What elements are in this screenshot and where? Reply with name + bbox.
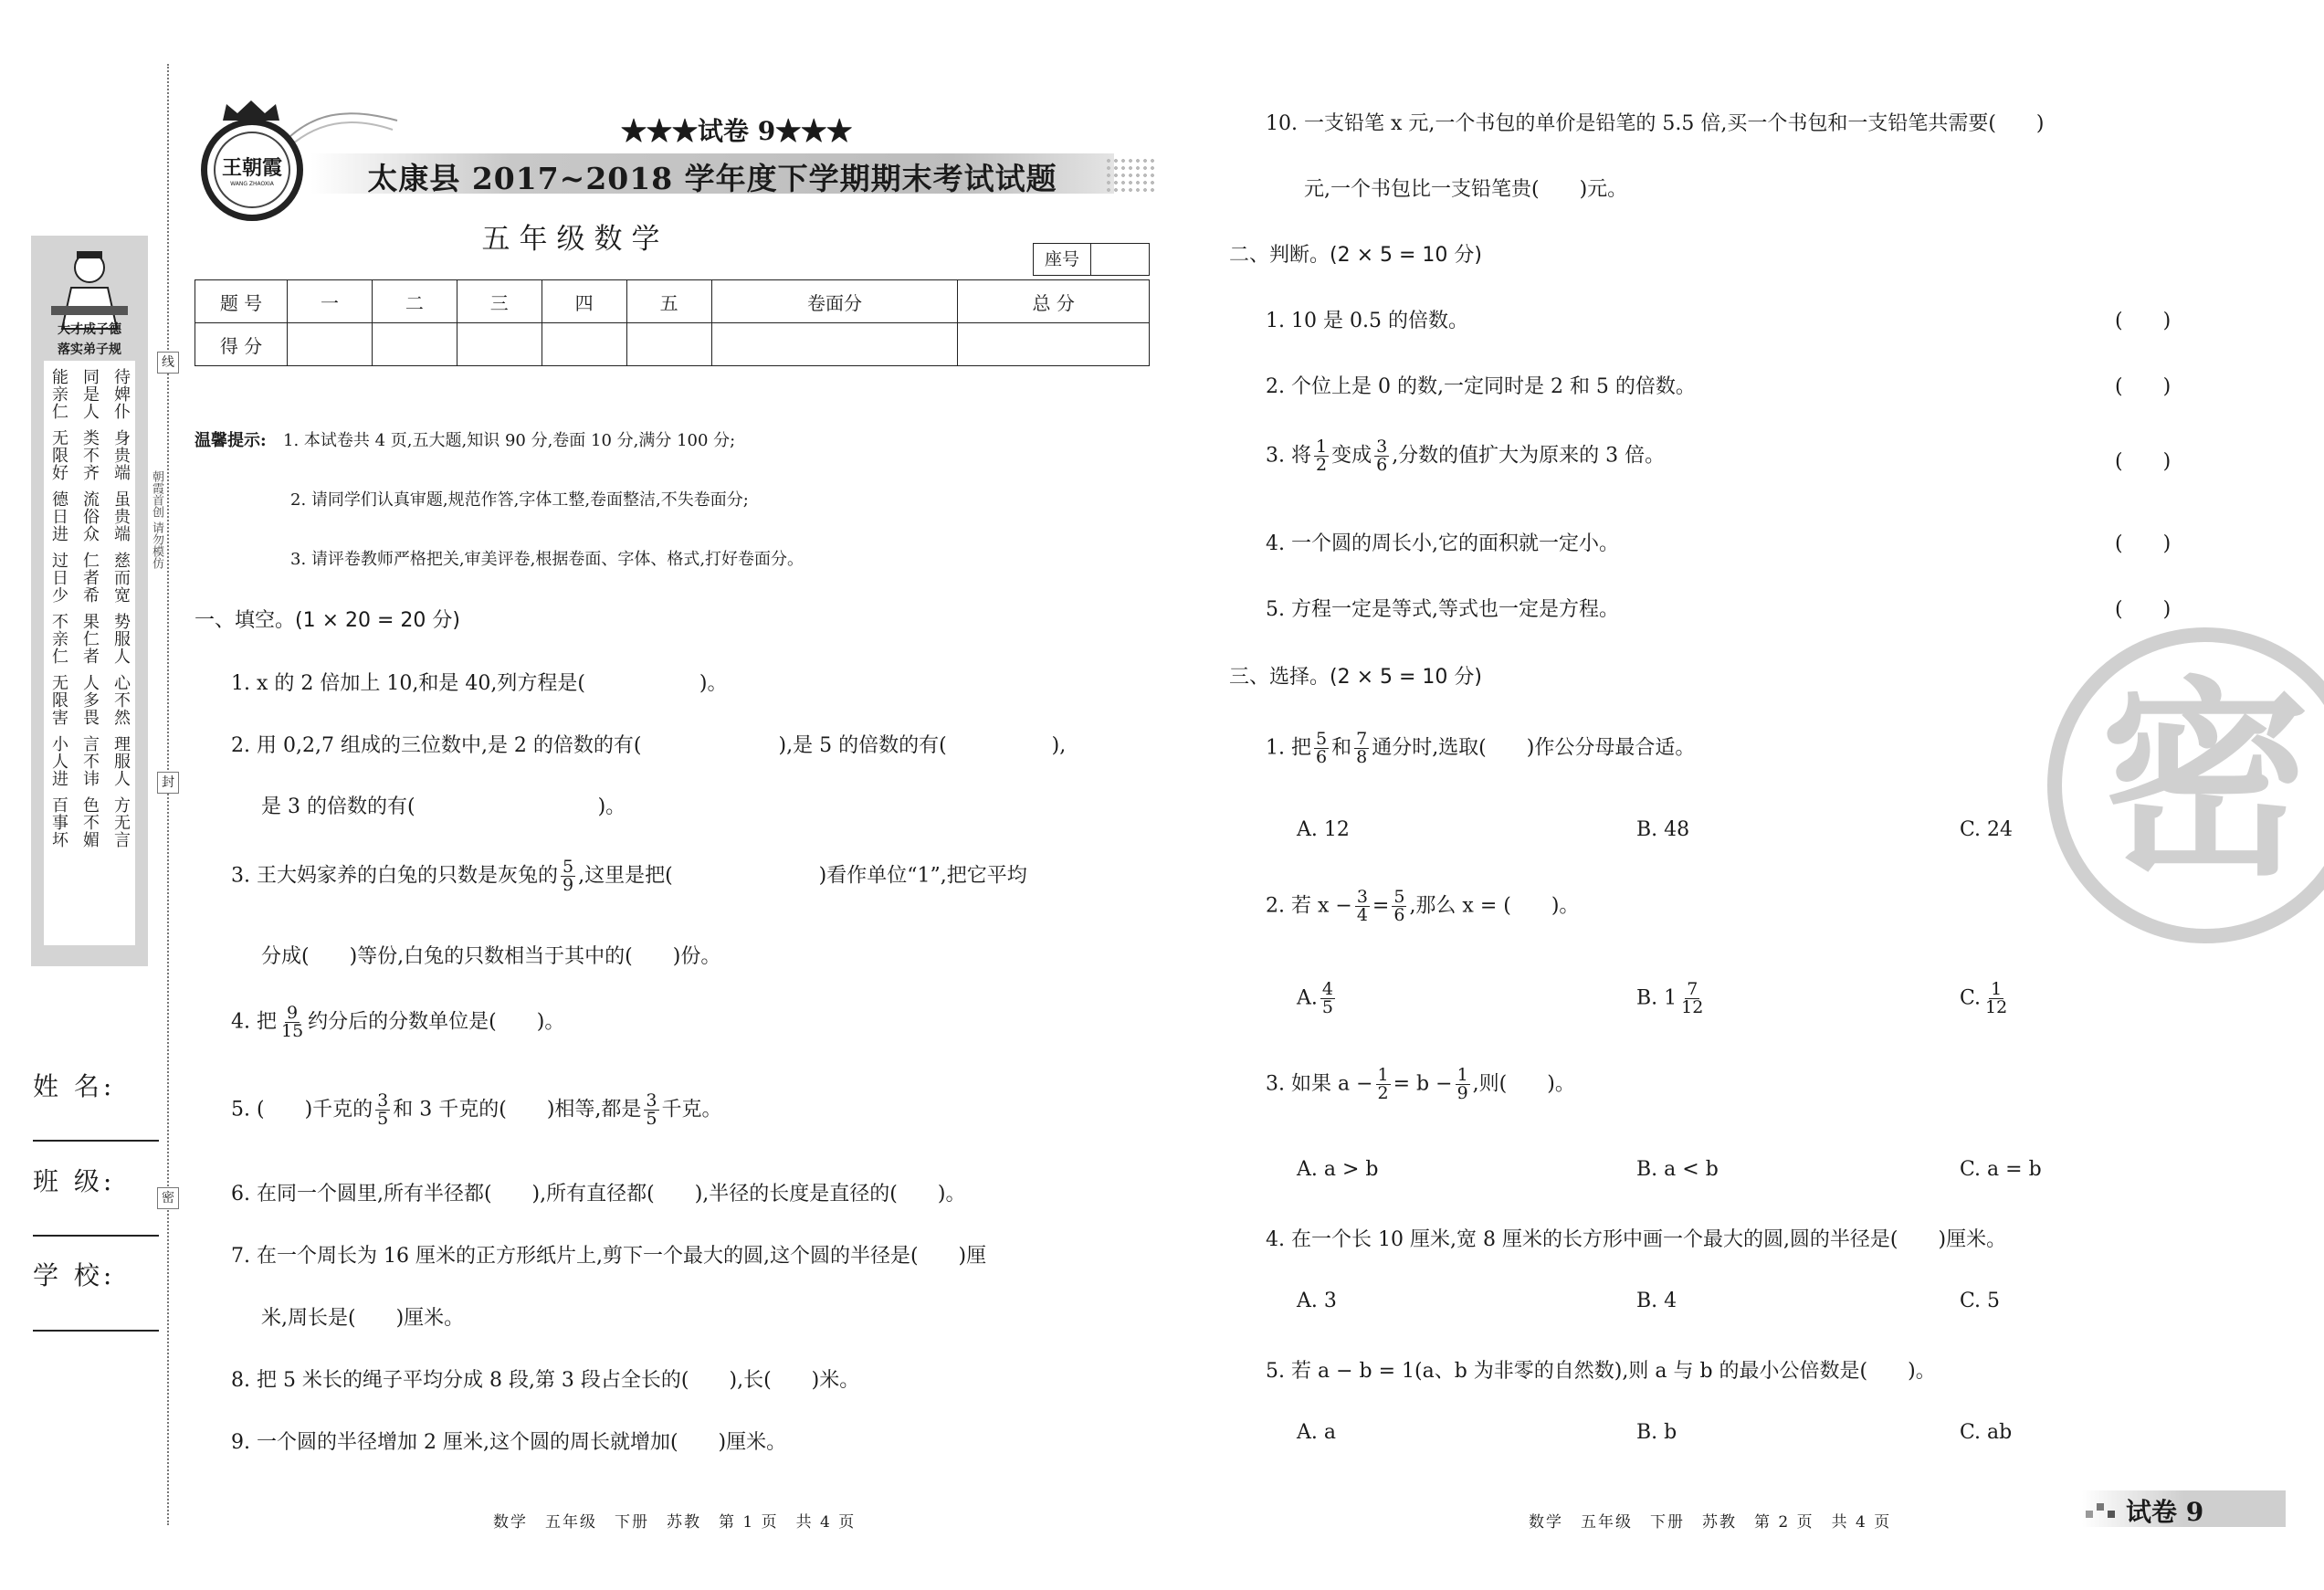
fraction-numerator: 5 (1393, 887, 1405, 907)
fraction-denominator: 4 (1356, 905, 1368, 925)
score-row-label: 得 分 (195, 323, 288, 366)
badge-dots-icon (2086, 1498, 2122, 1520)
section1-title: 一、填空。(1 × 20 = 20 分) (195, 609, 460, 632)
score-header-cell: 题 号 (195, 280, 288, 323)
choice-3-option-c[interactable]: C. a = b (1960, 1158, 2042, 1181)
poem-column: 慈而宽 (111, 552, 131, 604)
subject-title: 五年级数学 (481, 223, 669, 256)
school-field[interactable] (33, 1330, 159, 1332)
question-text: 是 3 的倍数的有( (261, 795, 415, 818)
fill-question-7-line2: 米,周长是( )厘米。 (261, 1307, 465, 1330)
judge-answer-3[interactable]: ( ) (2115, 450, 2172, 473)
poem-column: 能亲仁 (49, 368, 68, 420)
fraction-numerator: 1 (1315, 437, 1328, 457)
judge-question-2: 2. 个位上是 0 的数,一定同时是 2 和 5 的倍数。 (1266, 375, 1696, 398)
fraction-numerator: 1 (1377, 1065, 1389, 1085)
choice-question-3 (1266, 1067, 1575, 1102)
poem-column: 势服人 (111, 613, 131, 665)
fill-question-5 (231, 1092, 722, 1128)
question-text: 3. 王大妈家养的白兔的只数是灰兔的 (231, 864, 558, 888)
choice-4-option-b[interactable]: B. 4 (1636, 1290, 1677, 1312)
section2-title: 二、判断。(2 × 5 = 10 分) (1229, 244, 1482, 267)
fraction (1354, 731, 1369, 766)
fraction-numerator: 7 (1356, 729, 1368, 749)
score-cell[interactable] (958, 323, 1150, 366)
choice-4-option-a[interactable]: A. 3 (1297, 1290, 1337, 1312)
page-footer-right: 数学 五年级 下册 苏教 第 2 页 共 4 页 (1529, 1513, 1892, 1532)
confidential-stamp-icon (2014, 621, 2324, 950)
tip-line: 2. 请同学们认真审题,规范作答,字体工整,卷面整洁,不失卷面分; (290, 490, 749, 510)
question-text: )。 (699, 672, 728, 695)
sidebar-motto-line2: 落实弟子规 (58, 342, 121, 357)
choice-1-option-a[interactable]: A. 12 (1297, 818, 1350, 841)
fraction (1392, 889, 1406, 924)
fraction (1355, 889, 1370, 924)
judge-answer-2[interactable]: ( ) (2115, 375, 2172, 398)
question-text: 3. 将 (1266, 444, 1311, 468)
choice-5-option-b[interactable]: B. b (1636, 1421, 1677, 1444)
fraction-denominator: 2 (1315, 455, 1328, 475)
poem-row (44, 552, 135, 604)
score-header-cell: 一 (288, 280, 373, 323)
fraction-numerator: 3 (1356, 887, 1368, 907)
judge-question-5: 5. 方程一定是等式,等式也一定是方程。 (1266, 598, 1619, 621)
tip-line: 1. 本试卷共 4 页,五大题,知识 90 分,卷面 10 分,满分 100 分; (283, 431, 736, 450)
question-text: ,则( )。 (1472, 1072, 1575, 1096)
fraction-denominator: 9 (563, 875, 574, 895)
class-field[interactable] (33, 1235, 159, 1237)
page-footer-left: 数学 五年级 下册 苏教 第 1 页 共 4 页 (493, 1513, 857, 1532)
fraction-numerator: 7 (1687, 979, 1698, 999)
fraction (1679, 981, 1705, 1016)
fraction-denominator: 6 (1315, 747, 1328, 767)
score-header-cell: 总 分 (958, 280, 1150, 323)
fraction-denominator: 5 (377, 1109, 389, 1129)
fill-question-2 (231, 730, 1066, 758)
poem-row (44, 735, 135, 787)
fraction-numerator: 5 (563, 857, 574, 877)
poem-column: 无限好 (49, 429, 68, 481)
choice-2-option-c[interactable] (1960, 981, 2012, 1016)
poem-row (44, 674, 135, 726)
question-text: 3. 如果 a − (1266, 1072, 1373, 1096)
fill-question-3 (231, 858, 1027, 894)
fraction-numerator: 9 (287, 1003, 299, 1023)
judge-question-1: 1. 10 是 0.5 的倍数。 (1266, 310, 1468, 332)
score-cell[interactable] (372, 323, 457, 366)
question-text: 4. 把 (231, 1010, 277, 1034)
choice-question-4: 4. 在一个长 10 厘米,宽 8 厘米的长方形中画一个最大的圆,圆的半径是( )厘米。 (1266, 1228, 2007, 1251)
fill-question-6: 6. 在同一个圆里,所有半径都( ),所有直径都( ),半径的长度是直径的( )。 (231, 1183, 966, 1206)
fraction-denominator: 15 (280, 1021, 304, 1041)
fraction-denominator: 8 (1356, 747, 1368, 767)
score-cell[interactable] (457, 323, 542, 366)
poem-column: 百事坏 (49, 796, 68, 848)
poem-row (44, 429, 135, 481)
judge-answer-1[interactable]: ( ) (2115, 310, 2172, 332)
sidebar-motto-line1: 大才成子德 (58, 322, 121, 337)
fraction (279, 1005, 305, 1040)
stamp-character: 密 (2099, 660, 2311, 904)
question-text: 和 (1331, 736, 1352, 760)
question-text: 和 3 千克的( )相等,都是 (393, 1098, 642, 1121)
question-text: )看作单位“1”,把它平均 (818, 864, 1027, 888)
binding-mark-feng: 封 (157, 772, 179, 794)
choice-3-option-b[interactable]: B. a < b (1636, 1158, 1719, 1181)
paper-number-label: ★★★试卷 9★★★ (621, 116, 853, 146)
tip-line: 3. 请评卷教师严格把关,审美评卷,根据卷面、字体、格式,打好卷面分。 (290, 550, 804, 569)
poem-column: 无限害 (49, 674, 68, 726)
choice-question-2 (1266, 889, 1579, 924)
fill-question-9: 9. 一个圆的半径增加 2 厘米,这个圆的周长就增加( )厘米。 (231, 1431, 787, 1454)
score-header-cell: 五 (626, 280, 711, 323)
choice-4-option-c[interactable]: C. 5 (1960, 1290, 2001, 1312)
poem-column: 同是人 (80, 368, 100, 420)
option-letter: A. (1297, 986, 1318, 1010)
score-cell[interactable] (711, 323, 958, 366)
poem-column: 人多畏 (80, 674, 100, 726)
binding-mark-xian: 线 (157, 352, 179, 374)
fraction-numerator: 4 (1321, 979, 1333, 999)
paper-badge: 试卷 9 (2126, 1497, 2204, 1527)
fill-question-10-line2: 元,一个书包比一支铅笔贵( )元。 (1304, 178, 1628, 201)
score-table-score-row (195, 323, 1150, 366)
score-table-header-row (195, 280, 1150, 323)
choice-5-option-a[interactable]: A. a (1297, 1421, 1336, 1444)
fraction-denominator: 6 (1376, 455, 1388, 475)
poem-column: 理服人 (111, 735, 131, 787)
fraction (1983, 981, 2009, 1016)
fraction-denominator: 9 (1456, 1083, 1468, 1103)
fraction (375, 1092, 390, 1128)
poem-column: 身贵端 (111, 429, 131, 481)
judge-question-3 (1266, 438, 1665, 474)
fraction (1374, 438, 1389, 474)
logo-text: 王朝霞 (221, 156, 282, 180)
question-text: 1. x 的 2 倍加上 10,和是 40,列方程是( (231, 672, 585, 695)
choice-3-option-a[interactable]: A. a > b (1297, 1158, 1379, 1181)
score-header-cell: 卷面分 (711, 280, 958, 323)
fraction (1314, 438, 1329, 474)
poem-column: 仁者希 (80, 552, 100, 604)
question-text: 2. 若 x − (1266, 894, 1352, 918)
question-text: 1. 把 (1266, 736, 1311, 760)
fill-question-8: 8. 把 5 米长的绳子平均分成 8 段,第 3 段占全长的( ),长( )米。 (231, 1369, 860, 1392)
poem-column: 方无言 (111, 796, 131, 848)
fraction-numerator: 1 (1991, 979, 2003, 999)
fraction-denominator: 5 (646, 1109, 657, 1129)
fill-question-3-line2: 分成( )等份,白兔的只数相当于其中的( )份。 (261, 945, 721, 968)
poem-row (44, 613, 135, 665)
fill-question-4 (231, 1005, 564, 1040)
choice-5-option-c[interactable]: C. ab (1960, 1421, 2013, 1444)
poem-column: 德日进 (49, 490, 68, 542)
fill-question-10: 10. 一支铅笔 x 元,一个书包的单价是铅笔的 5.5 倍,买一个书包和一支铅笔共需要( ) (1266, 112, 2045, 135)
score-cell[interactable] (288, 323, 373, 366)
score-header-cell: 三 (457, 280, 542, 323)
copyright-note: 朝霞首创 请勿模仿 (150, 470, 163, 570)
fraction-denominator: 5 (1321, 997, 1333, 1017)
fraction-denominator: 2 (1377, 1083, 1389, 1103)
score-header-cell: 二 (372, 280, 457, 323)
poem-column: 果仁者 (80, 613, 100, 665)
poem-column: 不亲仁 (49, 613, 68, 665)
question-text: )。 (597, 795, 626, 818)
poem-column: 心不然 (111, 674, 131, 726)
fraction (1314, 731, 1329, 766)
seat-label: 座号 (1034, 244, 1091, 275)
poem-column: 小人进 (49, 735, 68, 787)
fill-question-2-line2 (261, 791, 626, 819)
fraction-numerator: 3 (1376, 437, 1388, 457)
choice-question-5: 5. 若 a − b = 1(a、b 为非零的自然数),则 a 与 b 的最小公倍数是( )。 (1266, 1360, 1936, 1383)
option-letter: C. (1960, 986, 1982, 1010)
exam-title: 太康县 2017~2018 学年度下学期期末考试试题 (367, 161, 1057, 196)
question-text: 5. ( )千克的 (231, 1098, 373, 1121)
fill-question-7: 7. 在一个周长为 16 厘米的正方形纸片上,剪下一个最大的圆,这个圆的半径是( )厘 (231, 1245, 987, 1268)
fraction-denominator: 12 (1985, 997, 2008, 1017)
question-text: 通分时,选取( )作公分母最合适。 (1372, 736, 1696, 760)
poem-column: 类不齐 (80, 429, 100, 481)
choice-1-option-b[interactable]: B. 48 (1636, 818, 1690, 841)
question-text: = b − (1393, 1072, 1453, 1096)
question-text: ,分数的值扩大为原来的 3 倍。 (1392, 444, 1666, 468)
seat-number-box (1033, 243, 1150, 276)
score-cell[interactable] (626, 323, 711, 366)
fraction (1376, 1067, 1391, 1102)
fraction (1320, 981, 1335, 1016)
choice-1-option-c[interactable]: C. 24 (1960, 818, 2014, 841)
question-text: = (1372, 894, 1390, 918)
poem-column: 色不媚 (80, 796, 100, 848)
fraction (1456, 1067, 1470, 1102)
fraction-numerator: 3 (646, 1090, 657, 1111)
score-cell[interactable] (542, 323, 626, 366)
score-header-cell: 四 (542, 280, 626, 323)
poem-column: 虽贵端 (111, 490, 131, 542)
tips-label: 温馨提示: (195, 431, 267, 450)
name-label: 姓 名: (33, 1071, 116, 1101)
name-field[interactable] (33, 1140, 159, 1142)
school-label: 学 校: (33, 1260, 116, 1290)
question-text: ),是 5 的倍数的有( (778, 734, 947, 757)
question-text: ,这里是把( (578, 864, 673, 888)
choice-2-option-a[interactable] (1297, 981, 1338, 1016)
score-table (195, 279, 1150, 366)
fraction (561, 858, 575, 894)
question-text: 千克。 (661, 1098, 722, 1121)
fraction-numerator: 1 (1456, 1065, 1468, 1085)
poem-column: 流俗众 (80, 490, 100, 542)
poem-column: 待婢仆 (111, 368, 131, 420)
class-label: 班 级: (33, 1166, 116, 1196)
binding-mark-mi: 密 (157, 1187, 179, 1209)
logo (201, 119, 303, 221)
choice-2-option-b[interactable] (1636, 981, 1708, 1016)
fill-question-1 (231, 668, 728, 696)
section3-title: 三、选择。(2 × 5 = 10 分) (1229, 666, 1482, 689)
judge-question-4: 4. 一个圆的周长小,它的面积就一定小。 (1266, 532, 1619, 555)
fraction (644, 1092, 658, 1128)
judge-answer-4[interactable]: ( ) (2115, 532, 2172, 555)
option-letter: B. 1 (1636, 986, 1677, 1010)
fraction-denominator: 12 (1681, 997, 1704, 1017)
poem-column: 言不讳 (80, 735, 100, 787)
poem-column: 过日少 (49, 552, 68, 604)
binding-line (167, 64, 169, 1525)
poem-row (44, 368, 135, 420)
logo-subtext: WANG ZHAOXIA (230, 181, 274, 187)
question-text: ,那么 x = ( )。 (1409, 894, 1580, 918)
judge-answer-5[interactable]: ( ) (2115, 598, 2172, 621)
sidebar-poem (44, 361, 135, 945)
poem-row (44, 490, 135, 542)
fraction-numerator: 3 (377, 1090, 389, 1111)
choice-question-1 (1266, 731, 1695, 766)
question-text: 2. 用 0,2,7 组成的三位数中,是 2 的倍数的有( (231, 734, 642, 757)
question-text: 约分后的分数单位是( )。 (308, 1010, 565, 1034)
question-text: ), (1051, 734, 1067, 757)
question-text: 变成 (1331, 444, 1372, 468)
fraction-numerator: 5 (1315, 729, 1328, 749)
fraction-denominator: 6 (1393, 905, 1405, 925)
poem-row (44, 796, 135, 848)
seat-number-field[interactable] (1091, 244, 1149, 275)
